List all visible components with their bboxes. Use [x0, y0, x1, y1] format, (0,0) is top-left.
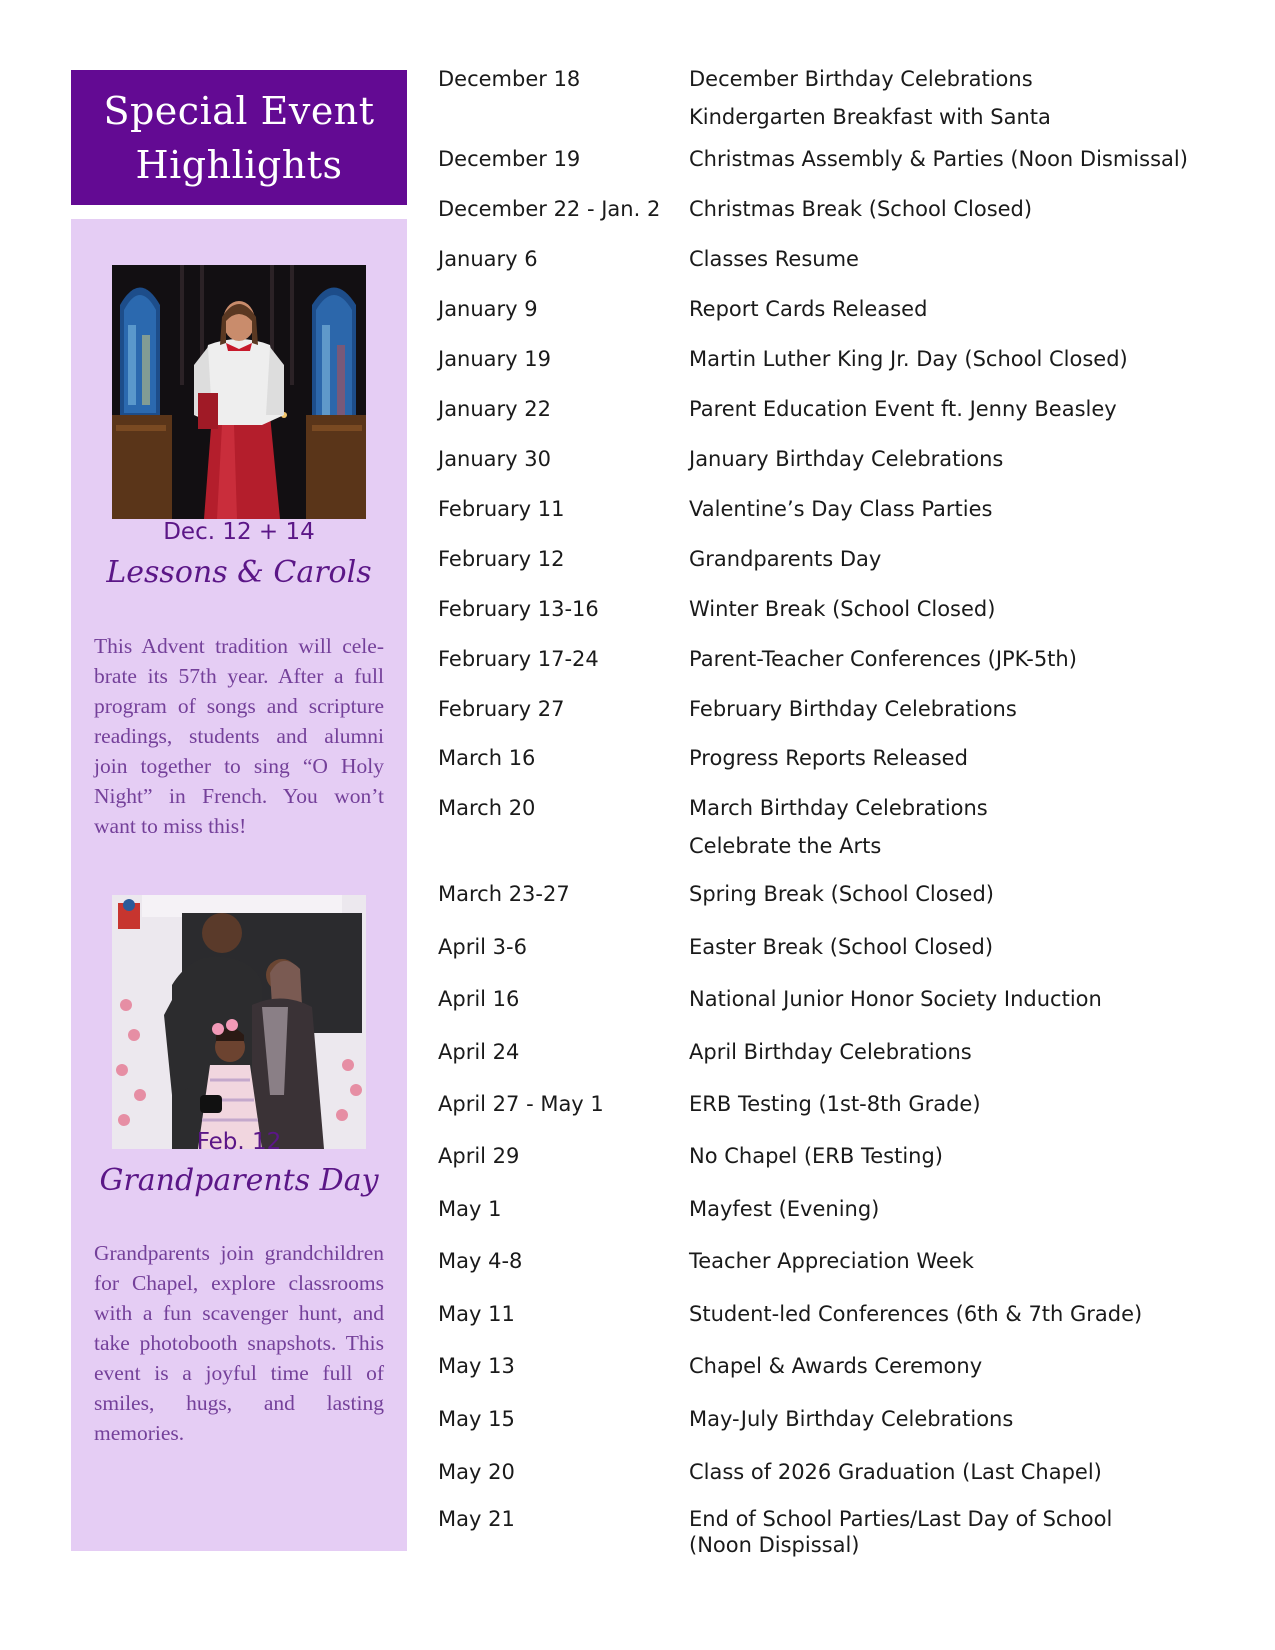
schedule-event: Celebrate the Arts — [689, 834, 882, 858]
schedule-event: Winter Break (School Closed) — [689, 597, 996, 621]
schedule-event: December Birthday Celebrations — [689, 67, 1033, 91]
schedule-event: Chapel & Awards Ceremony — [689, 1354, 983, 1378]
schedule-event: National Junior Honor Society Induction — [689, 987, 1102, 1011]
grandparents-day-description: Grandparents join grandchildren for Chapel, explore classrooms with a fun scavenger hunt, and take photobooth snapshots. This event is a joyful time full of smiles, hugs, and lasting memories. — [94, 1241, 384, 1445]
choir-singer-image — [112, 265, 366, 519]
schedule-date: December 22 - Jan. 2 — [438, 197, 661, 221]
schedule-date: May 13 — [438, 1354, 515, 1378]
schedule-date: January 6 — [438, 247, 538, 271]
schedule-date: March 23-27 — [438, 882, 570, 906]
schedule-date: May 21 — [438, 1507, 515, 1531]
schedule-date: March 16 — [438, 746, 536, 770]
schedule-event: Report Cards Released — [689, 297, 928, 321]
schedule-event: Class of 2026 Graduation (Last Chapel) — [689, 1460, 1102, 1484]
schedule-event: Student-led Conferences (6th & 7th Grade) — [689, 1302, 1143, 1326]
schedule-event: End of School Parties/Last Day of School (Noon Dispissal) — [689, 1507, 1113, 1557]
schedule-event: ERB Testing (1st-8th Grade) — [689, 1092, 981, 1116]
schedule-event: No Chapel (ERB Testing) — [689, 1144, 943, 1168]
lessons-carols-photo — [112, 265, 366, 519]
schedule-date: January 30 — [438, 447, 552, 471]
schedule-date: April 3-6 — [438, 935, 527, 959]
grandparents-day-date: Feb. 12 — [196, 1129, 282, 1155]
schedule-date: April 16 — [438, 987, 520, 1011]
lessons-carols-description: This Advent tradition will celebrate its 57th year. After a full program of songs and scripture readings, students and alumni join together to sing “O Holy Night” in French. You won’t want to miss this! — [94, 634, 384, 838]
schedule-event: Christmas Break (School Closed) — [689, 197, 1033, 221]
schedule-date: December 19 — [438, 147, 581, 171]
sidebar-title-line1: Special Event — [103, 88, 375, 133]
schedule-event: Progress Reports Released — [689, 746, 968, 770]
grandparents-day-photo — [112, 895, 366, 1149]
schedule-event: February Birthday Celebrations — [689, 697, 1017, 721]
schedule-event: April Birthday Celebrations — [689, 1040, 972, 1064]
schedule-event: Spring Break (School Closed) — [689, 882, 994, 906]
schedule-date: May 15 — [438, 1407, 515, 1431]
schedule-date: February 11 — [438, 497, 565, 521]
grandparents-family-image — [112, 895, 366, 1149]
schedule-event: Classes Resume — [689, 247, 859, 271]
schedule-event: January Birthday Celebrations — [689, 447, 1004, 471]
lessons-carols-date: Dec. 12 + 14 — [163, 519, 315, 545]
schedule-date: April 27 - May 1 — [438, 1092, 604, 1116]
schedule-date: February 12 — [438, 547, 565, 571]
schedule-date: May 20 — [438, 1460, 515, 1484]
schedule-event: Valentine’s Day Class Parties — [689, 497, 993, 521]
schedule-event: Martin Luther King Jr. Day (School Closed) — [689, 347, 1128, 371]
schedule-date: February 27 — [438, 697, 565, 721]
schedule-date: February 13-16 — [438, 597, 599, 621]
schedule-date: March 20 — [438, 796, 536, 820]
schedule-date: January 19 — [438, 347, 552, 371]
schedule-date: April 29 — [438, 1144, 520, 1168]
schedule-date: April 24 — [438, 1040, 520, 1064]
schedule-event: Parent-Teacher Conferences (JPK-5th) — [689, 647, 1077, 671]
schedule-event: Grandparents Day — [689, 547, 882, 571]
schedule-date: May 4-8 — [438, 1249, 523, 1273]
schedule-event: Teacher Appreciation Week — [689, 1249, 974, 1273]
sidebar-panel — [71, 219, 407, 1551]
schedule-event: Christmas Assembly & Parties (Noon Dismissal) — [689, 147, 1188, 171]
schedule-event: Easter Break (School Closed) — [689, 935, 994, 959]
schedule-event: Parent Education Event ft. Jenny Beasley — [689, 397, 1117, 421]
lessons-carols-title: Lessons & Carols — [106, 555, 372, 590]
schedule-event: Mayfest (Evening) — [689, 1197, 880, 1221]
schedule-date: December 18 — [438, 67, 581, 91]
schedule-date: February 17-24 — [438, 647, 599, 671]
schedule-event: May-July Birthday Celebrations — [689, 1407, 1014, 1431]
schedule-date: January 22 — [438, 397, 552, 421]
schedule-date: May 11 — [438, 1302, 515, 1326]
schedule-date: May 1 — [438, 1197, 502, 1221]
schedule-date: January 9 — [438, 297, 538, 321]
schedule-event: March Birthday Celebrations — [689, 796, 988, 820]
schedule-event: Kindergarten Breakfast with Santa — [689, 105, 1051, 129]
sidebar-title — [99, 84, 379, 192]
grandparents-day-title: Grandparents Day — [99, 1163, 379, 1198]
sidebar-title-line2: Highlights — [135, 142, 343, 187]
sidebar-header — [71, 70, 407, 205]
